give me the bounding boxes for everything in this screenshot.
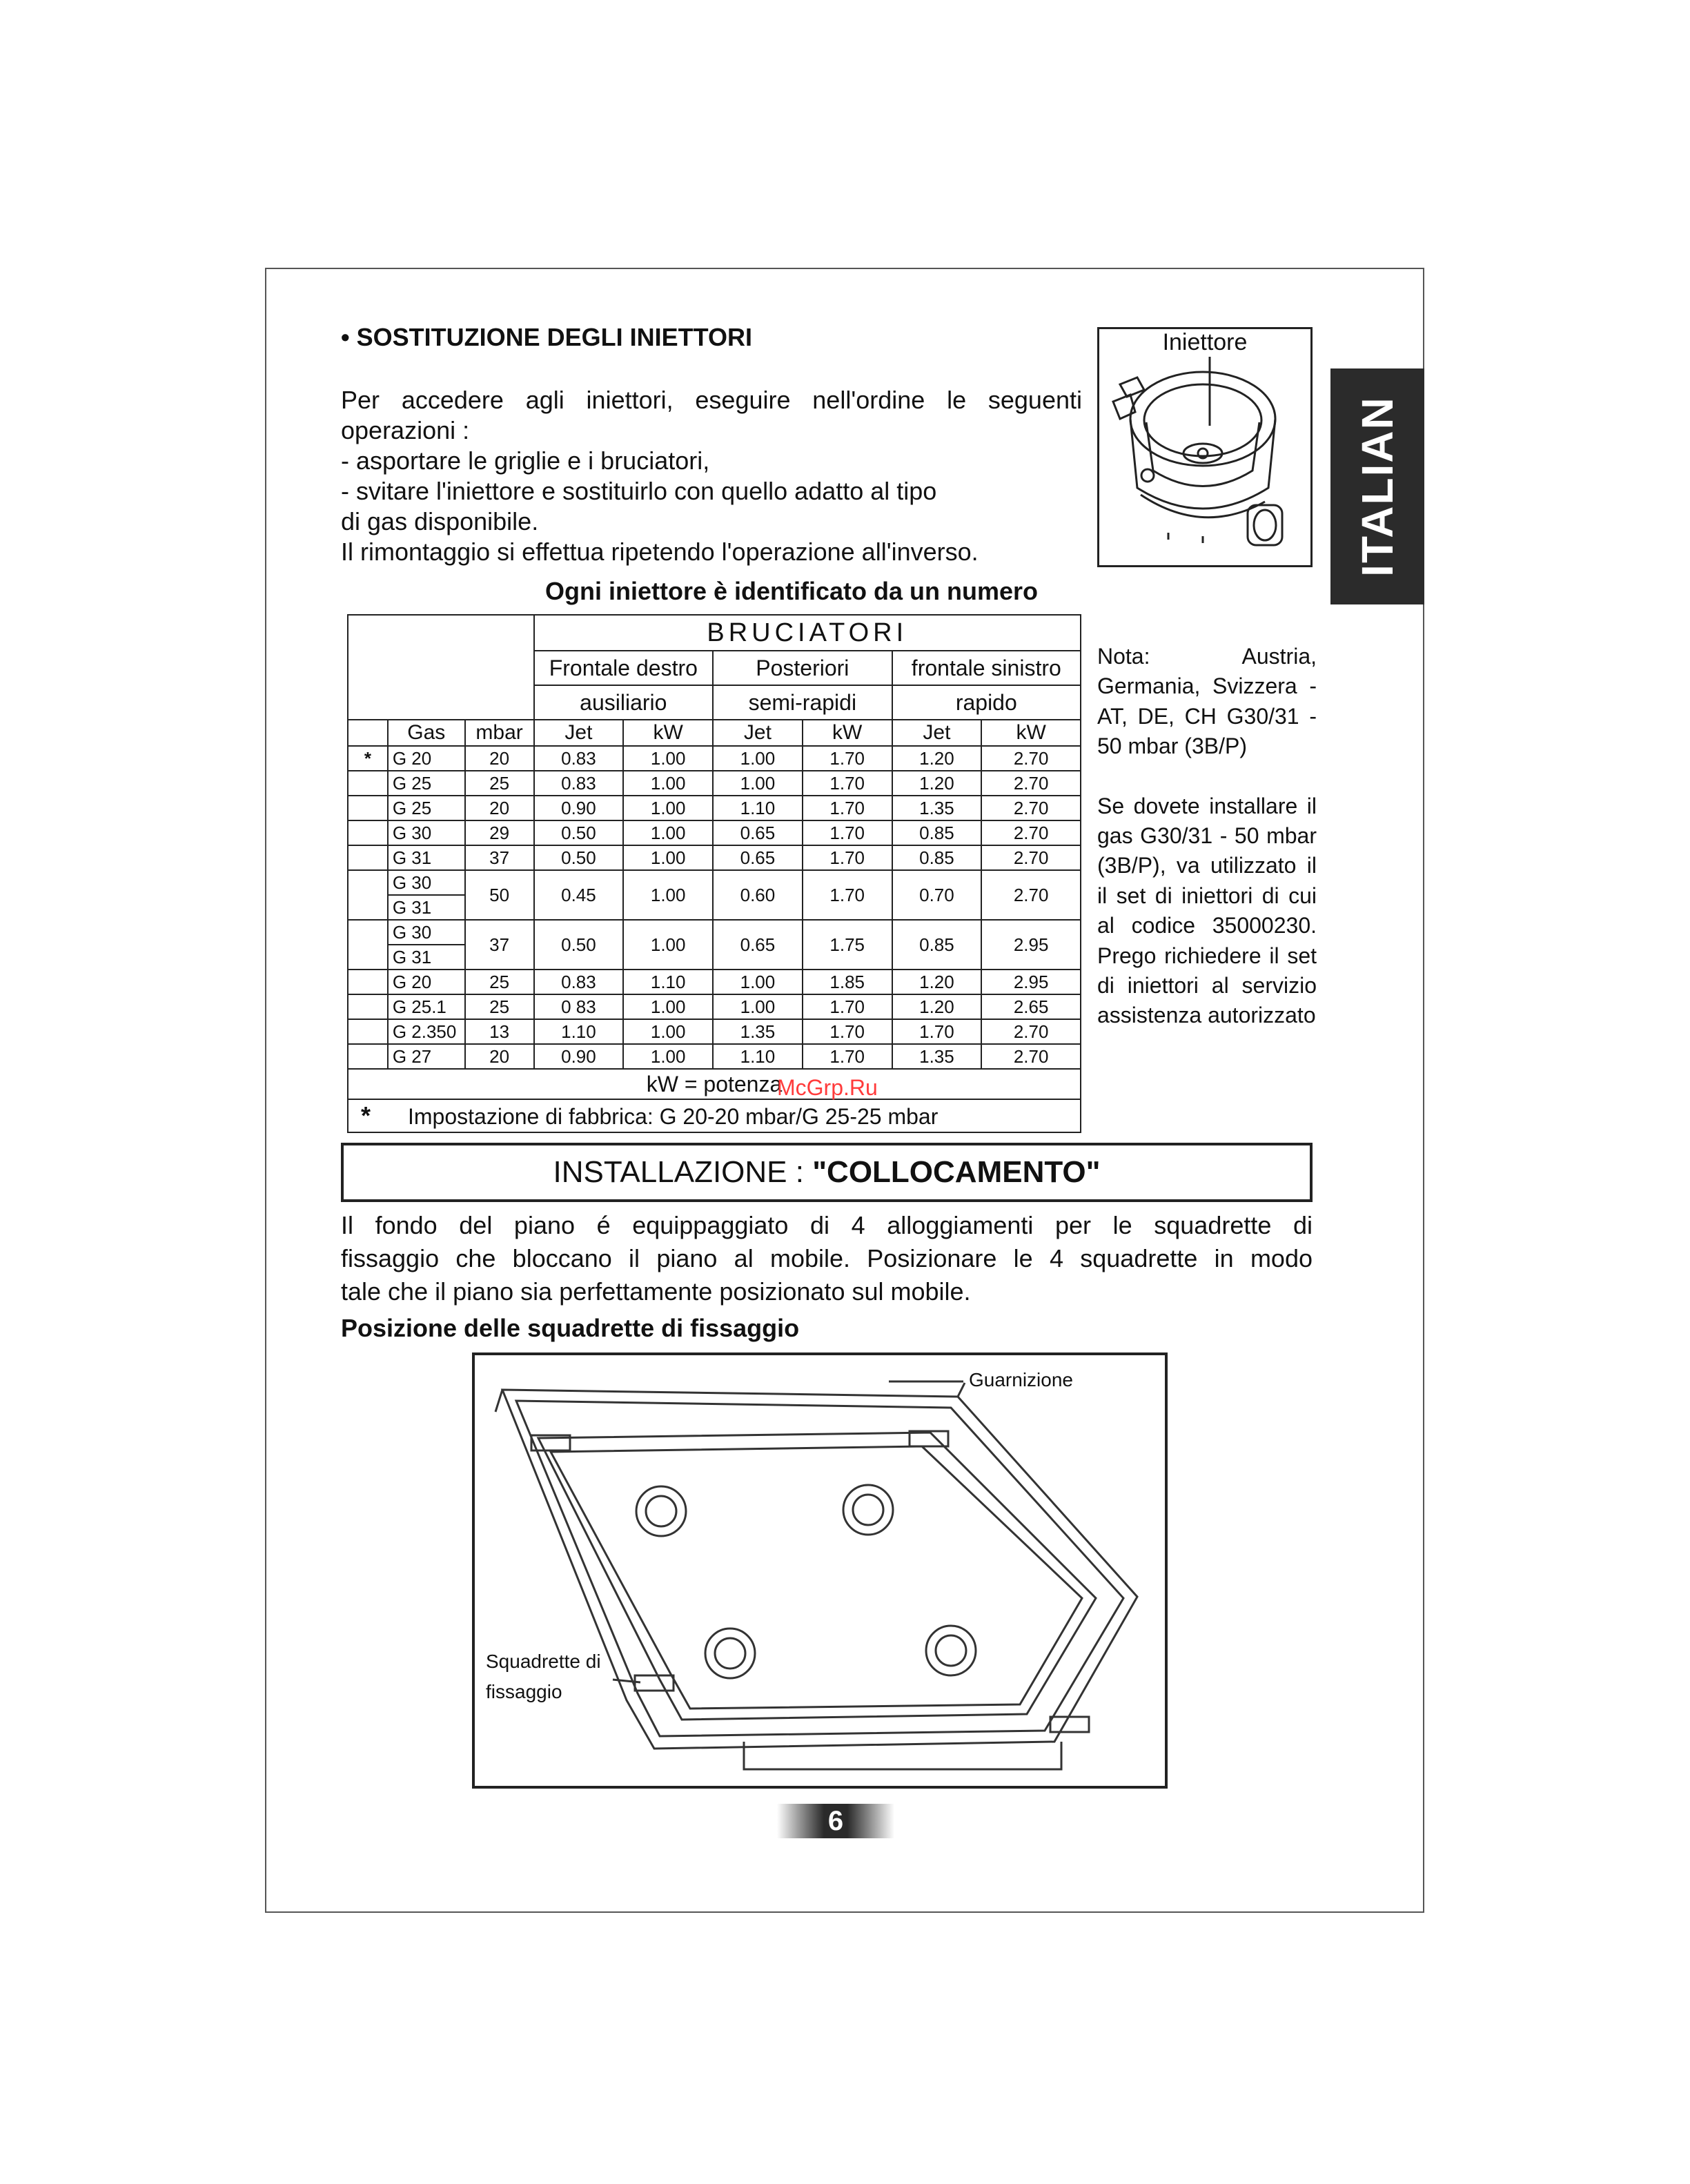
value-cell: 0.83: [534, 970, 624, 994]
value-cell: 1.70: [803, 845, 892, 870]
value-cell: 2.95: [981, 920, 1081, 970]
mbar-cell: 25: [465, 771, 534, 796]
mark-cell: [348, 994, 388, 1019]
value-cell: 1.00: [623, 820, 713, 845]
value-cell: 0.90: [534, 1044, 624, 1069]
value-cell: 1.20: [892, 970, 982, 994]
mark-cell: [348, 970, 388, 994]
value-cell: 0.65: [713, 920, 803, 970]
value-cell: 1.00: [713, 771, 803, 796]
mbar-cell: 20: [465, 796, 534, 820]
table-row: [348, 1019, 1081, 1044]
value-cell: 2.70: [981, 820, 1081, 845]
mbar-cell: 29: [465, 820, 534, 845]
section-heading: • SOSTITUZIONE DEGLI INIETTORI: [341, 323, 752, 351]
gas-cell: G 27: [388, 1044, 465, 1069]
column-header: Jet: [534, 720, 624, 746]
value-cell: 1.00: [623, 1044, 713, 1069]
value-cell: 1.70: [892, 1019, 982, 1044]
injector-drawing: [1099, 329, 1310, 565]
mbar-cell: 37: [465, 845, 534, 870]
value-cell: 0.60: [713, 870, 803, 920]
value-cell: 0.85: [892, 845, 982, 870]
mbar-cell: 25: [465, 970, 534, 994]
gas-cell: G 30: [388, 870, 465, 895]
intro-line: Per accedere agli iniettori, eseguire nell'ordine le seguenti: [341, 386, 1082, 414]
mbar-cell: 20: [465, 1044, 534, 1069]
value-cell: 0.83: [534, 771, 624, 796]
hob-drawing: [475, 1355, 1165, 1786]
mbar-cell: 37: [465, 920, 534, 970]
factory-mark: *: [361, 1101, 371, 1130]
value-cell: 1.20: [892, 746, 982, 771]
gas-cell: G 25.1: [388, 994, 465, 1019]
intro-line: Il rimontaggio si effettua ripetendo l'operazione all'inverso.: [341, 538, 979, 566]
bracket-label-line2: fissaggio: [486, 1681, 562, 1702]
value-cell: 1.35: [892, 1044, 982, 1069]
mbar-cell: 20: [465, 746, 534, 771]
nota-box: [1097, 642, 1317, 1031]
bracket-label-line1: Squadrette di: [486, 1651, 601, 1672]
value-cell: 2.70: [981, 1044, 1081, 1069]
mark-header: [348, 720, 388, 746]
intro-line: - asportare le griglie e i bruciatori,: [341, 446, 710, 475]
table-row: [348, 994, 1081, 1019]
value-cell: 0.50: [534, 820, 624, 845]
mark-cell: [348, 845, 388, 870]
group-subheader: semi-rapidi: [713, 685, 892, 720]
value-cell: 1.85: [803, 970, 892, 994]
gas-cell: G 25: [388, 771, 465, 796]
value-cell: 2.70: [981, 1019, 1081, 1044]
value-cell: 1.70: [803, 746, 892, 771]
mark-cell: [348, 820, 388, 845]
value-cell: 1.00: [623, 994, 713, 1019]
gasket-label: Guarnizione: [969, 1369, 1073, 1390]
nota-paragraph: Nota: Austria, Germania, Svizzera - AT, DE, CH G30/31 - 50 mbar (3B/P): [1097, 644, 1317, 759]
install-text: [341, 1209, 1313, 1308]
group-header: frontale sinistro: [892, 651, 1081, 685]
value-cell: 1.10: [534, 1019, 624, 1044]
group-header: Posteriori: [713, 651, 892, 685]
value-cell: 1.10: [713, 796, 803, 820]
watermark: McGrp.Ru: [777, 1075, 878, 1100]
value-cell: 0.85: [892, 920, 982, 970]
table-title: BRUCIATORI: [534, 615, 1081, 651]
table-row: [348, 771, 1081, 796]
mark-cell: *: [348, 746, 388, 771]
value-cell: 1.00: [623, 920, 713, 970]
value-cell: 1.20: [892, 771, 982, 796]
mark-cell: [348, 771, 388, 796]
mbar-cell: 25: [465, 994, 534, 1019]
mbar-cell: 50: [465, 870, 534, 920]
table-corner: [348, 615, 534, 720]
intro-line: di gas disponibile.: [341, 507, 539, 535]
value-cell: 2.70: [981, 870, 1081, 920]
table-row: [348, 796, 1081, 820]
install-title-prefix: INSTALLAZIONE :: [553, 1155, 813, 1189]
gas-cell: G 25: [388, 796, 465, 820]
install-line: fissaggio che bloccano il piano al mobile. Posizionare le 4 squadrette in modo: [341, 1244, 1313, 1272]
column-header: mbar: [465, 720, 534, 746]
value-cell: 1.00: [623, 771, 713, 796]
value-cell: 2.70: [981, 796, 1081, 820]
injector-figure: [1097, 327, 1313, 567]
group-subheader: ausiliario: [534, 685, 714, 720]
value-cell: 1.70: [803, 870, 892, 920]
value-cell: 1.00: [623, 1019, 713, 1044]
hob-figure: [472, 1352, 1168, 1789]
value-cell: 0.65: [713, 820, 803, 845]
value-cell: 0.70: [892, 870, 982, 920]
value-cell: 1.70: [803, 820, 892, 845]
gas-cell: G 31: [388, 945, 465, 970]
value-cell: 1.00: [623, 746, 713, 771]
value-cell: 0 83: [534, 994, 624, 1019]
mbar-cell: 13: [465, 1019, 534, 1044]
value-cell: 2.95: [981, 970, 1081, 994]
install-line: Il fondo del piano é equippaggiato di 4 alloggiamenti per le squadrette di: [341, 1211, 1313, 1239]
intro-text: [341, 385, 1082, 567]
value-cell: 1.10: [713, 1044, 803, 1069]
value-cell: 1.00: [713, 970, 803, 994]
value-cell: 0.50: [534, 845, 624, 870]
value-cell: 1.10: [623, 970, 713, 994]
gas-cell: G 2.350: [388, 1019, 465, 1044]
value-cell: 1.00: [623, 796, 713, 820]
injector-table: [347, 614, 1081, 1133]
injector-figure-label: Iniettore: [1162, 329, 1248, 355]
value-cell: 1.35: [892, 796, 982, 820]
mark-cell: [348, 920, 388, 970]
value-cell: 0.90: [534, 796, 624, 820]
mark-cell: [348, 1019, 388, 1044]
value-cell: 0.50: [534, 920, 624, 970]
value-cell: 0.83: [534, 746, 624, 771]
table-caption: Ogni iniettore è identificato da un numero: [545, 577, 1039, 605]
value-cell: 1.70: [803, 994, 892, 1019]
value-cell: 1.70: [803, 1044, 892, 1069]
table-row: [348, 746, 1081, 771]
table-footer-kw: kW = potenza: [348, 1069, 1081, 1099]
table-row: [348, 845, 1081, 870]
value-cell: 2.70: [981, 845, 1081, 870]
page-number: 6: [777, 1804, 894, 1838]
gas-cell: G 30: [388, 820, 465, 845]
install-line: tale che il piano sia perfettamente posizionato sul mobile.: [341, 1277, 971, 1306]
value-cell: 0.65: [713, 845, 803, 870]
value-cell: 2.65: [981, 994, 1081, 1019]
value-cell: 1.20: [892, 994, 982, 1019]
column-header: kW: [981, 720, 1081, 746]
table-row: [348, 820, 1081, 845]
mark-cell: [348, 870, 388, 920]
install-title-bold: "COLLOCAMENTO": [812, 1155, 1101, 1189]
gas-cell: G 30: [388, 920, 465, 945]
value-cell: 0.45: [534, 870, 624, 920]
gas-cell: G 31: [388, 895, 465, 920]
intro-line: operazioni :: [341, 416, 470, 444]
value-cell: 0.85: [892, 820, 982, 845]
language-tab-label: ITALIAN: [1353, 396, 1402, 577]
column-header: Jet: [892, 720, 982, 746]
column-header: kW: [803, 720, 892, 746]
value-cell: 1.35: [713, 1019, 803, 1044]
bracket-subheading: Posizione delle squadrette di fissaggio: [341, 1314, 800, 1342]
gas-cell: G 20: [388, 970, 465, 994]
factory-setting: Impostazione di fabbrica: G 20-20 mbar/G 25-25 mbar: [408, 1104, 939, 1129]
column-header: kW: [623, 720, 713, 746]
intro-line: - svitare l'iniettore e sostituirlo con quello adatto al tipo: [341, 477, 937, 505]
value-cell: 1.00: [623, 845, 713, 870]
group-subheader: rapido: [892, 685, 1081, 720]
value-cell: 1.75: [803, 920, 892, 970]
table-row: [348, 970, 1081, 994]
value-cell: 1.70: [803, 1019, 892, 1044]
language-tab: [1330, 368, 1424, 604]
nota-paragraph: Se dovete installare il gas G30/31 - 50 mbar (3B/P), va utilizzato il il set di iniettori di cui al codice 35000230. Prego richiedere il set di iniettori al servizio assistenza autorizzato: [1097, 793, 1317, 1028]
value-cell: 1.00: [713, 994, 803, 1019]
value-cell: 1.70: [803, 796, 892, 820]
value-cell: 1.00: [713, 746, 803, 771]
table-footer-factory: [348, 1099, 1081, 1132]
value-cell: 2.70: [981, 771, 1081, 796]
value-cell: 2.70: [981, 746, 1081, 771]
mark-cell: [348, 796, 388, 820]
group-header: Frontale destro: [534, 651, 714, 685]
column-header: Jet: [713, 720, 803, 746]
table-row: [348, 1044, 1081, 1069]
gas-cell: G 20: [388, 746, 465, 771]
install-title: [341, 1143, 1313, 1202]
value-cell: 1.00: [623, 870, 713, 920]
mark-cell: [348, 1044, 388, 1069]
column-header: Gas: [388, 720, 465, 746]
value-cell: 1.70: [803, 771, 892, 796]
gas-cell: G 31: [388, 845, 465, 870]
